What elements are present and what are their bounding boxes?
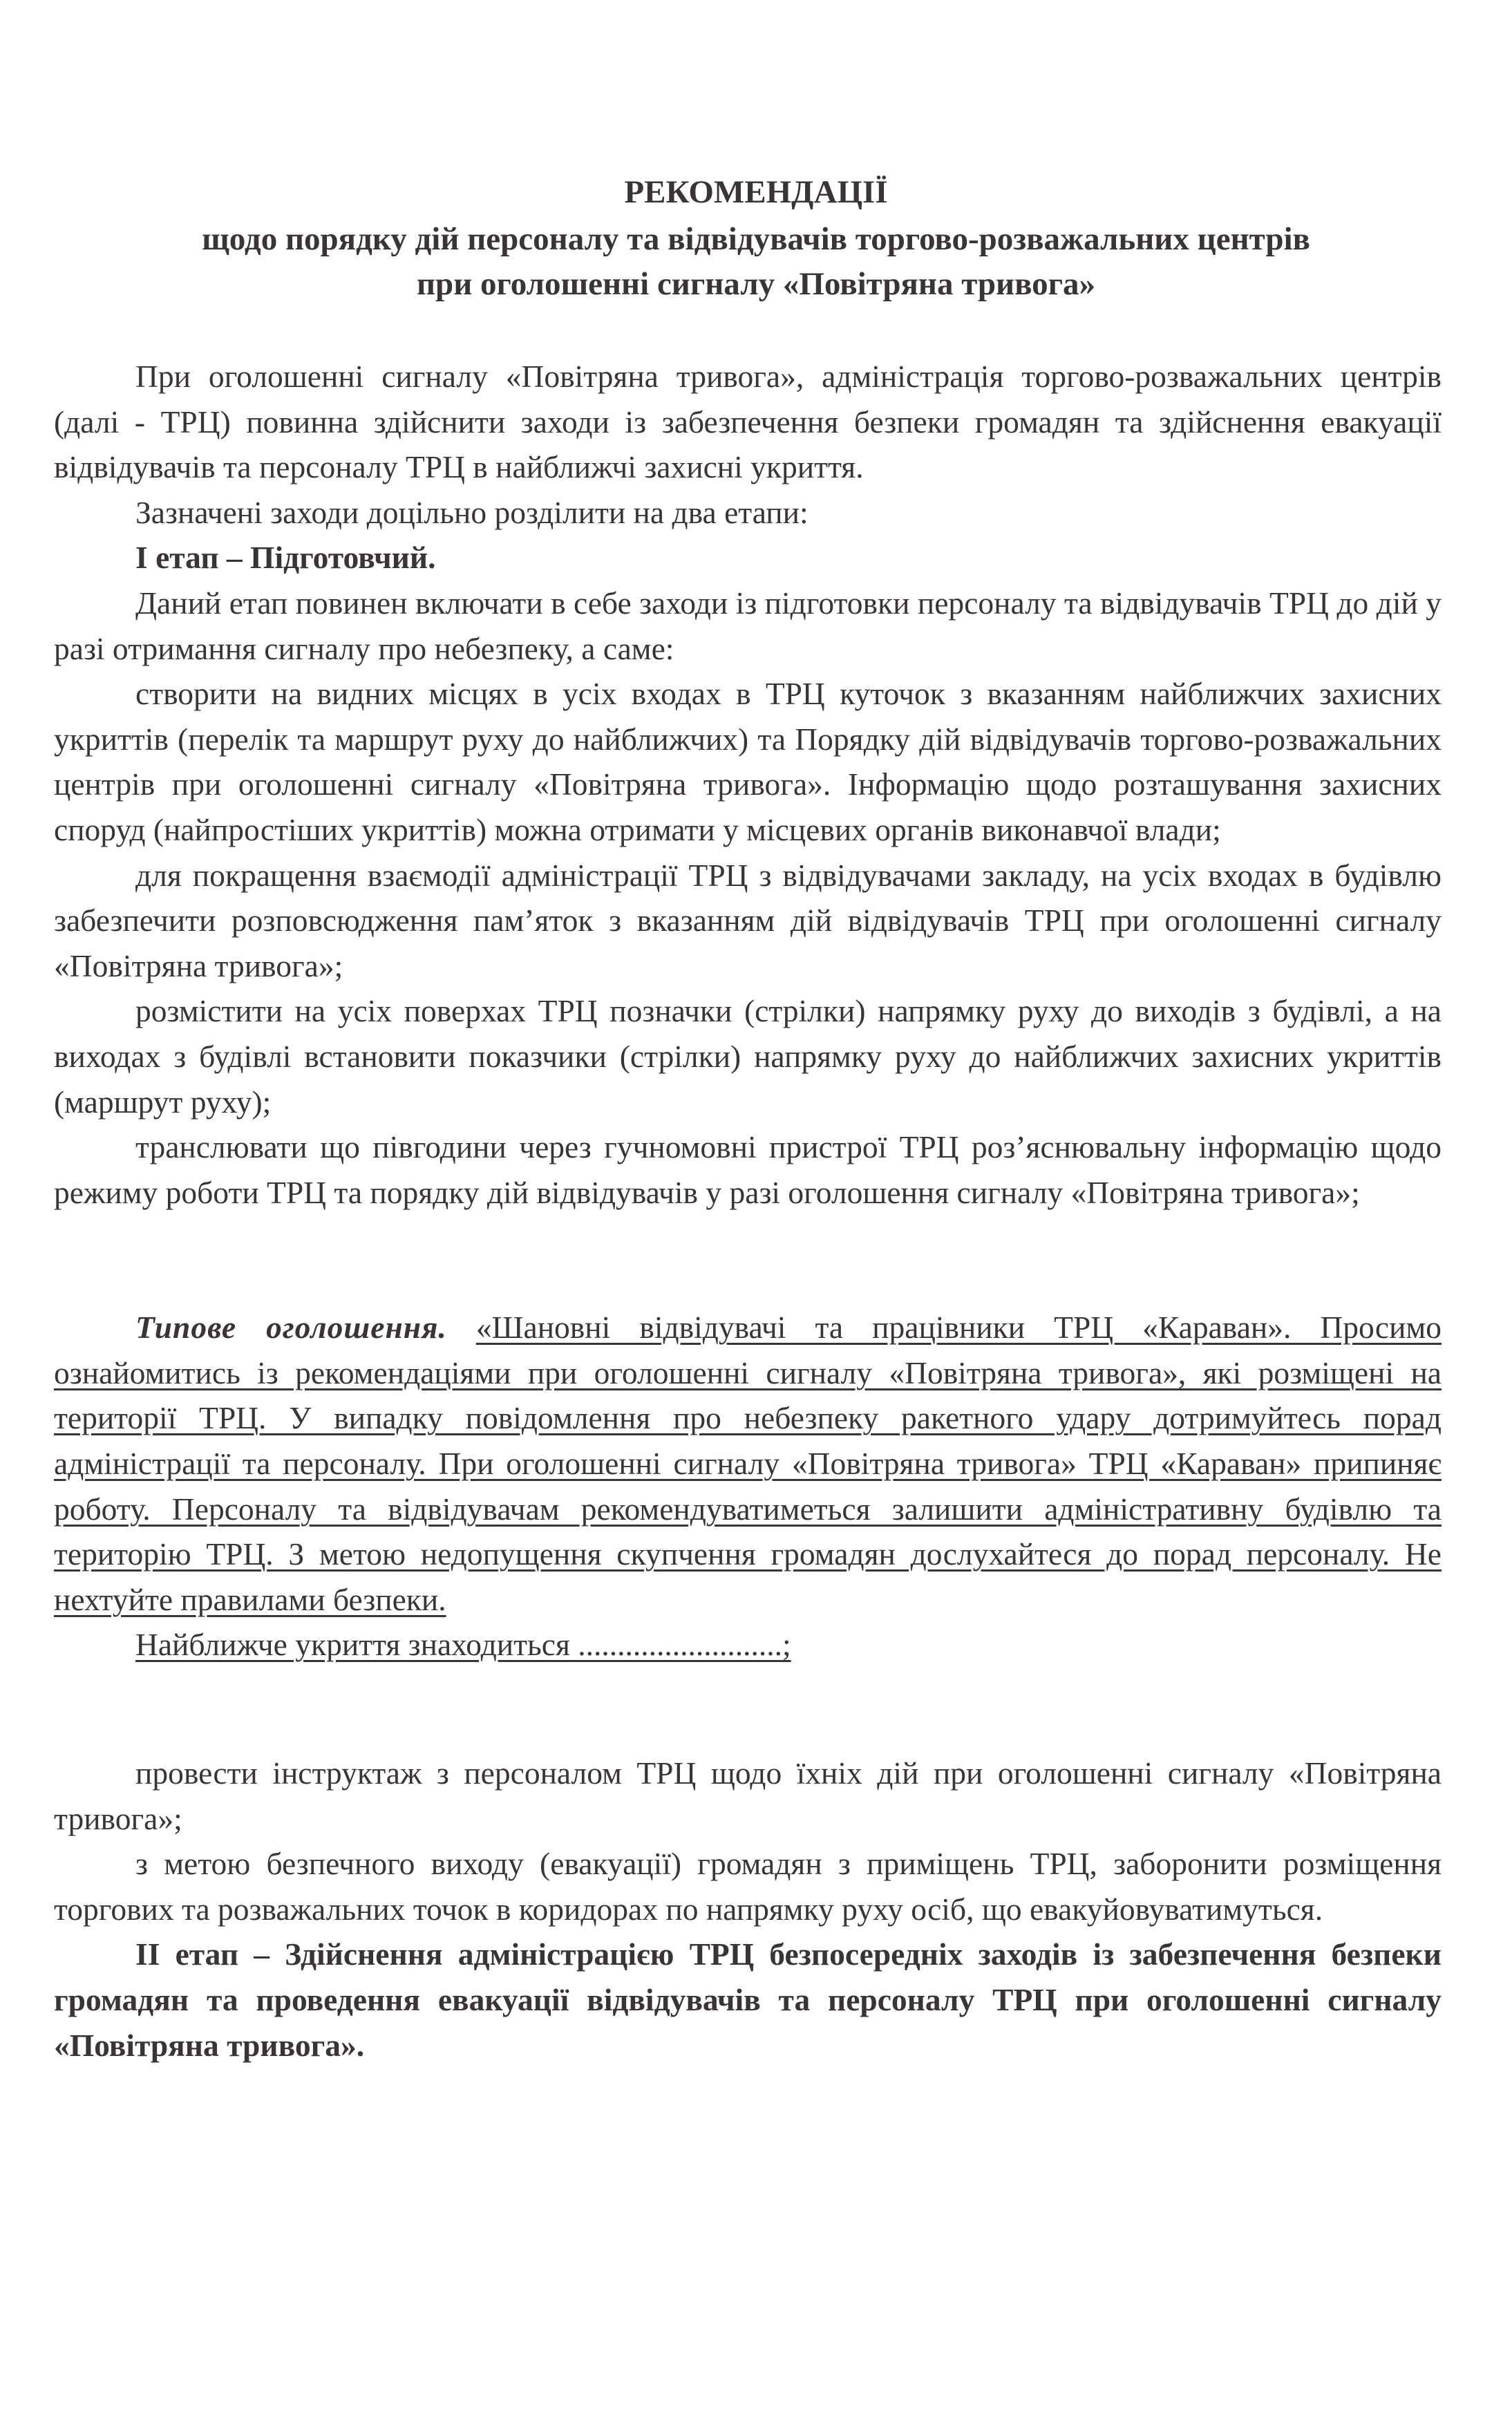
stage-1-item: створити на видних місцях в усіх входах в ТРЦ куточок з вказанням найближчих захисних укриттів (перелік та маршрут руху до найближчих) та Порядку дій відвідувачів торгово-розважальних центрів при оголошенні сигналу «Повітряна тривога». Інформацію щодо розташування захисних споруд (найпростіших укриттів) можна отримати у місцевих органів виконавчої влади; [54,676,1442,847]
document-title: РЕКОМЕНДАЦІЇ [624,174,888,210]
stage-1-item: транслювати що півгодини через гучномовні пристрої ТРЦ роз’яснювальну інформацію щодо режиму роботи ТРЦ та порядку дій відвідувачів у разі оголошення сигналу «Повітряна тривога»; [54,1129,1442,1210]
stage-1-item: розмістити на усіх поверхах ТРЦ позначки (стрілки) напрямку руху до виходів з будівлі, а на виходах з будівлі встановити показчики (стрілки) напрямку руху до найближчих захисних укриттів (маршрут руху); [54,993,1442,1120]
document-subtitle-line-1: щодо порядку дій персоналу та відвідувачів торгово-розважальних центрів [202,221,1310,257]
spacer [54,1668,1442,1751]
typical-announcement [54,1305,1442,1622]
stage-1-item: для покращення взаємодії адміністрації ТРЦ з відвідувачами закладу, на усіх входах в будівлю забезпечити розповсюдження пам’яток з вказанням дій відвідувачів ТРЦ при оголошенні сигналу «Повітряна тривога»; [54,857,1442,983]
nearest-shelter-text: Найближче укриття знаходиться ..........................; [135,1627,791,1663]
spacer [54,1215,1442,1305]
stage-2-heading: ІІ етап – Здійснення адміністрацією ТРЦ безпосередніх заходів із забезпечення безпеки громадян та проведення евакуації відвідувачів та персоналу ТРЦ при оголошенні сигналу «Повітряна тривога». [54,1936,1442,2063]
intro-paragraph: При оголошенні сигналу «Повітряна тривога», адміністрація торгово-розважальних центрів (далі - ТРЦ) повинна здійснити заходи із забезпечення безпеки громадян та здійснення евакуації відвідувачів та персоналу ТРЦ в найближчі захисні укриття. [54,359,1442,485]
stage-1-intro: Даний етап повинен включати в себе заходи із підготовки персоналу та відвідувачів ТРЦ до дій у разі отримання сигналу про небезпеку, а саме: [54,585,1442,666]
nearest-shelter-line [54,1622,1442,1668]
stage-1-item: з метою безпечного виходу (евакуації) громадян з приміщень ТРЦ, заборонити розміщення торгових та розважальних точок в коридорах по напрямку руху осіб, що евакуйовуватимуться. [54,1846,1442,1927]
document-subtitle-line-2: при оголошенні сигналу «Повітряна тривога» [416,266,1096,302]
stage-1-heading: І етап – Підготовчий. [135,540,436,576]
announcement-text: «Шановні відвідувачі та працівники ТРЦ «Караван». Просимо ознайомитись із рекомендаціями при оголошенні сигналу «Повітряна тривога», які розміщені на території ТРЦ. У випадку повідомлення про небезпеку ракетного удару дотримуйтесь порад адміністрації та персоналу. При оголошенні сигналу «Повітряна тривога» ТРЦ «Караван» припиняє роботу. Персоналу та відвідувачам рекомендуватиметься залишити адміністративну будівлю та територію ТРЦ. З метою недопущення скупчення громадян дослухайтеся до порад персоналу. Не нехтуйте правилами безпеки. [54,1310,1442,1617]
stage-1-item: провести інструктаж з персоналом ТРЦ щодо їхніх дій при оголошенні сигналу «Повітряна тривога»; [54,1755,1442,1836]
document-body [54,354,1442,2068]
announcement-label: Типове оголошення. [135,1310,447,1346]
stages-note: Зазначені заходи доцільно розділити на два етапи: [135,494,809,530]
